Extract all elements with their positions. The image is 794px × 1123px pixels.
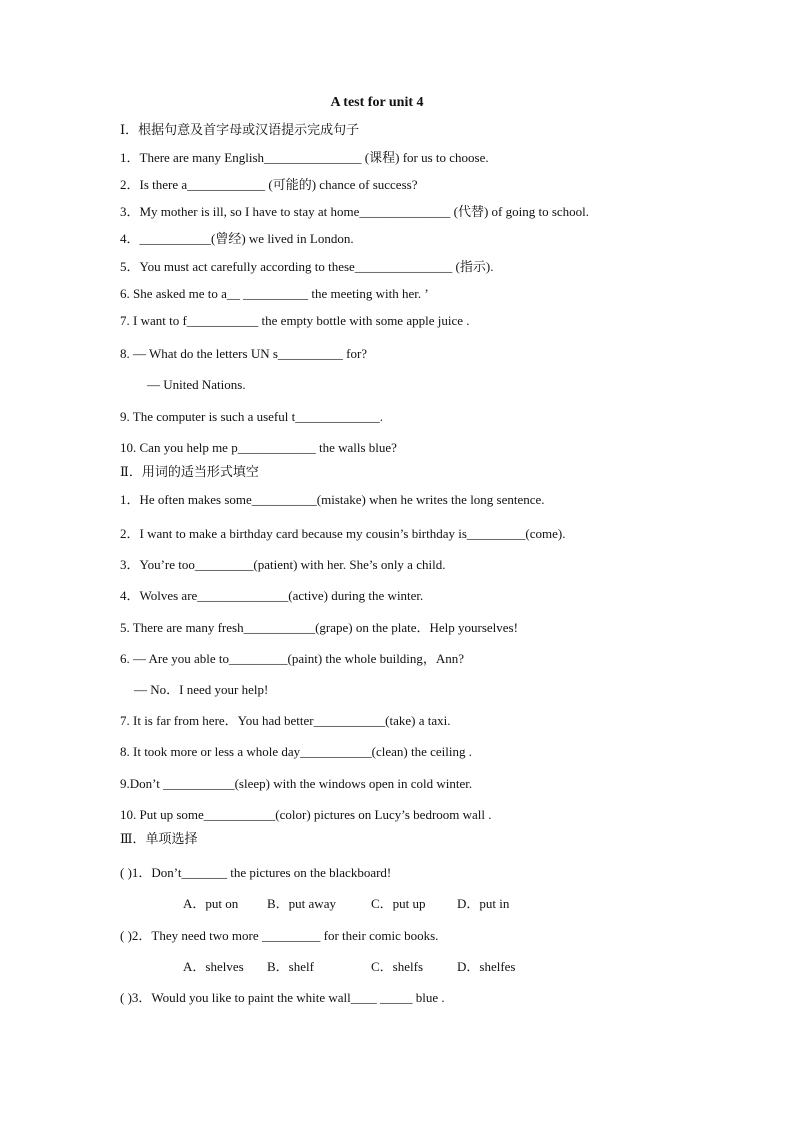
section-2-item-7: 7. It is far from here．You had better___________(take) a taxi. — [120, 713, 451, 728]
section-2-item-8: 8. It took more or less a whole day___________(clean) the ceiling . — [120, 744, 472, 759]
section-3-question-2-options — [183, 958, 516, 976]
section-1-item-9: 9. The computer is such a useful t_____________. — [120, 409, 383, 424]
section-1-item-2: 2．Is there a____________ (可能的) chance of success? — [120, 177, 418, 192]
section-3-question-2: ( )2．They need two more _________ for their comic books. — [120, 928, 439, 943]
section-1-item-10: 10. Can you help me p____________ the walls blue? — [120, 440, 397, 455]
section-2-item-3: 3．You’re too_________(patient) with her. She’s only a child. — [120, 557, 446, 572]
worksheet-title — [0, 95, 794, 111]
section-2-item-5: 5. There are many fresh___________(grape) on the plate．Help yourselves! — [120, 620, 518, 635]
section-2-item-2: 2．I want to make a birthday card because my cousin’s birthday is_________(come). — [120, 526, 566, 541]
option-d: D．put in — [457, 896, 510, 911]
section-1-item-3: 3．My mother is ill, so I have to stay at home______________ (代替) of going to school. — [120, 204, 590, 219]
option-b: B．shelf — [267, 959, 314, 974]
option-a: A．put on — [183, 896, 239, 911]
title-text: A test for unit 4 — [330, 95, 424, 110]
section-3-question-1-options — [183, 895, 509, 913]
section-1-item-8-answer: — United Nations. — [147, 377, 246, 392]
section-3-heading: Ⅲ．单项选择 — [120, 831, 198, 846]
section-2-item-9: 9.Don’t ___________(sleep) with the windows open in cold winter. — [120, 776, 473, 791]
section-2-item-1: 1．He often makes some__________(mistake) when he writes the long sentence. — [120, 492, 545, 507]
section-1-item-4: 4．___________(曾经) we lived in London. — [120, 231, 354, 246]
section-1-heading: Ⅰ．根据句意及首字母或汉语提示完成句子 — [120, 122, 360, 137]
section-2-item-6: 6. — Are you able to_________(paint) the whole building，Ann? — [120, 651, 465, 666]
section-3-question-3: ( )3．Would you like to paint the white wall____ _____ blue . — [120, 990, 445, 1005]
section-2-heading: Ⅱ．用词的适当形式填空 — [120, 464, 259, 479]
section-2-item-10: 10. Put up some___________(color) pictures on Lucy’s bedroom wall . — [120, 807, 492, 822]
option-b: B．put away — [267, 896, 336, 911]
section-1-item-5: 5．You must act carefully according to these_______________ (指示). — [120, 259, 494, 274]
section-1-item-1: 1．There are many English_______________ (课程) for us to choose. — [120, 150, 489, 165]
option-d: D．shelfes — [457, 959, 516, 974]
option-c: C．shelfs — [371, 959, 424, 974]
option-a: A．shelves — [183, 959, 244, 974]
section-1-item-7: 7. I want to f___________ the empty bottle with some apple juice . — [120, 313, 470, 328]
section-2-item-4: 4．Wolves are______________(active) during the winter. — [120, 588, 424, 603]
section-3-question-1: ( )1．Don’t_______ the pictures on the blackboard! — [120, 865, 392, 880]
section-2-item-6-answer: — No．I need your help! — [134, 682, 269, 697]
option-c: C．put up — [371, 896, 426, 911]
section-1-item-6: 6. She asked me to a__ __________ the meeting with her. ’ — [120, 286, 429, 301]
section-1-item-8: 8. — What do the letters UN s__________ for? — [120, 346, 368, 361]
